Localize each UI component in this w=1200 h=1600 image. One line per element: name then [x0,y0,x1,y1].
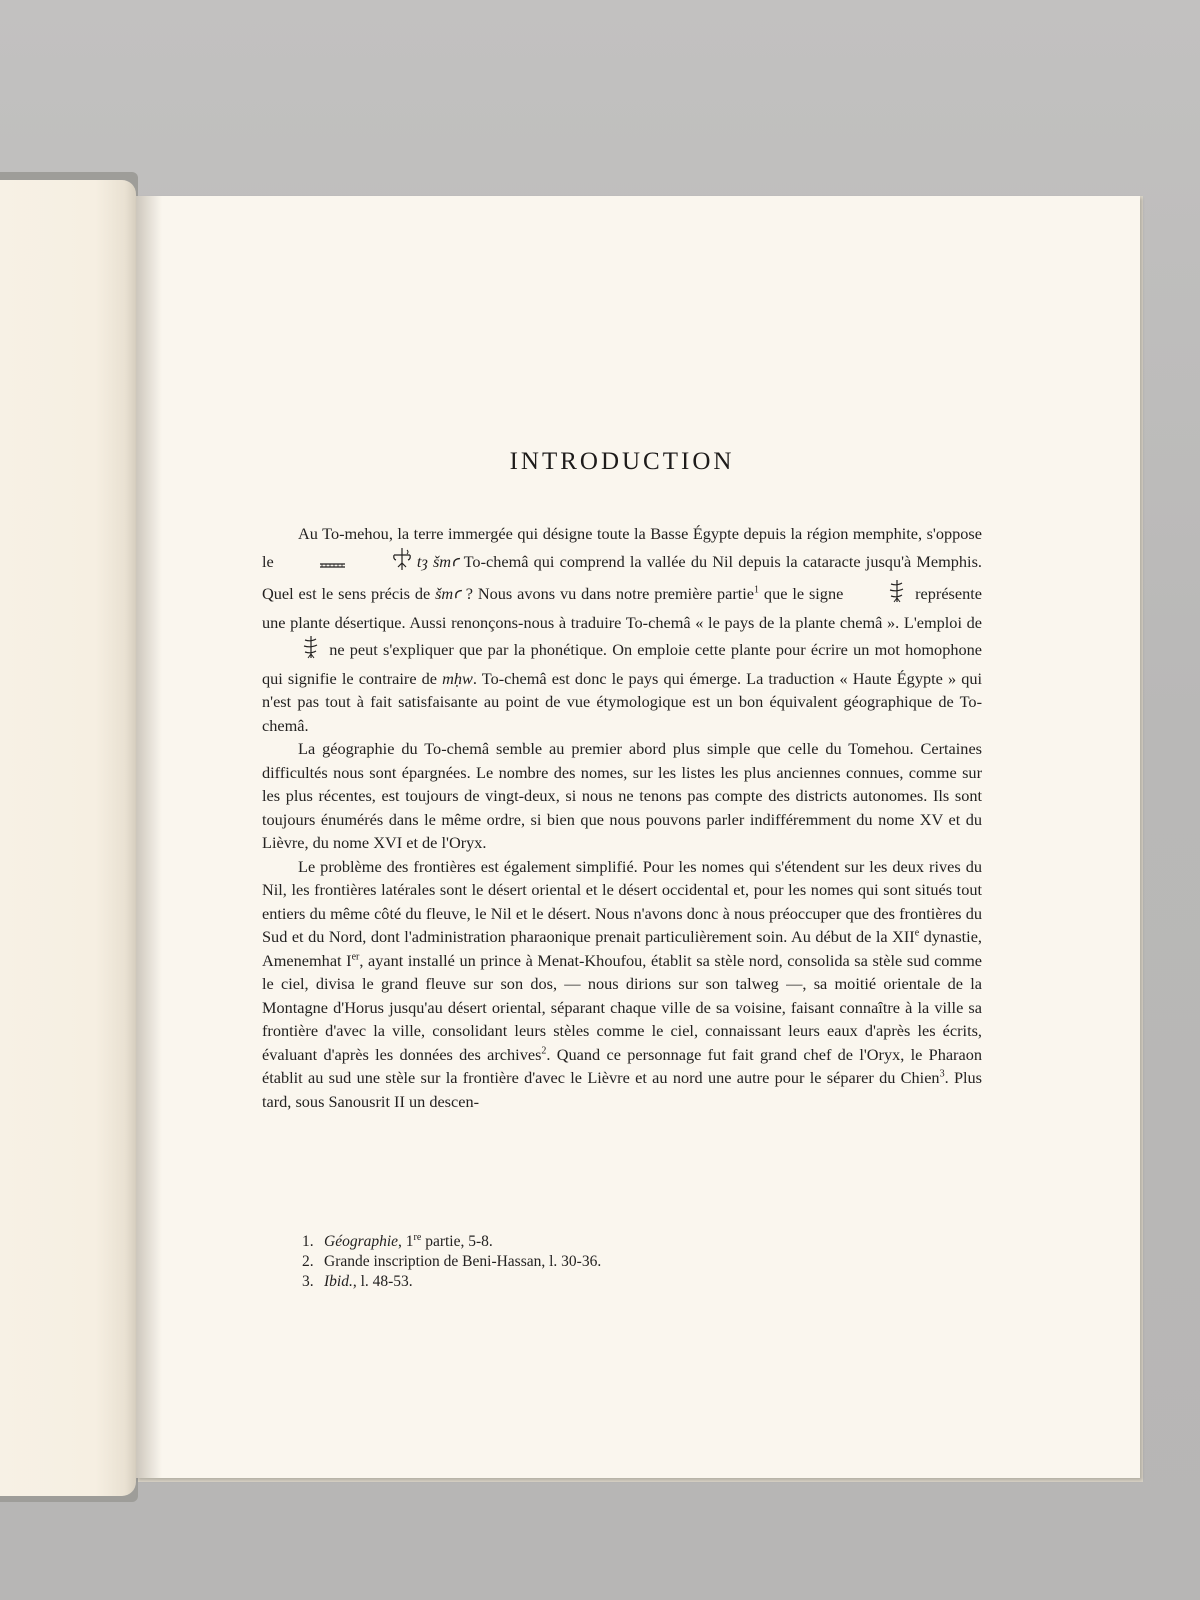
sedge-plant-hieroglyph-icon [354,546,414,579]
footnote-2: 2. Grande inscription de Beni-Hassan, l. 30-36. [302,1253,602,1270]
footnote-ref-1: 1 [754,584,760,596]
paragraph-1: Au To-mehou, la terre immergée qui désigne toute la Basse Égypte depuis la région memphite, s'oppose le tȝ šmꜥ To-chemâ qui comprend la vallée du Nil depuis la cataracte jusqu'à Memphis. Quel est le sens précis de šmꜥ ? Nous avons vu dans notre première partie$^1$ que le signe représente une plante désertique. Aussi renonçons-nous à traduire To-chemâ « le pays de la plante chemâ ». L'emploi de ne peut s'expliquer que par la phonétique. On emploie cette plante pour écrire un mot homophone qui signifie le contraire de mḥw. To-chemâ est donc le pays qui émerge. La traduction « Haute Égypte » qui n'est pas tout à fait satisfaisante au point de vue étymologique est un bon équivalent géographique de To-chemâ. [262,524,983,735]
footnote-1: 1. Géographie, 1re partie, 5-8. [302,1231,493,1250]
transliteration: šmꜥ [435,584,461,603]
body-text [262,522,982,1113]
transliteration: mḥw [442,668,473,688]
footnote-ref-3: 3 [939,1068,945,1080]
sedge-plant-hieroglyph-icon [851,578,907,611]
paragraph-2: La géographie du To-chemâ semble au premier abord plus simple que celle du Tomehou. Certaines difficultés nous sont épargnées. Le nombre des nomes, sur les listes les plus anciennes connues, comme sur les plus récentes, est toujours de vingt-deux, si nous ne tenons pas compte des districts autonomes. Ils sont toujours énumérés dans le même ordre, si bien que nous pouvons parler indifféremment du nome XV et du Lièvre, du nome XVI et de l'Oryx. [262,739,982,852]
land-hieroglyph-icon [282,555,348,579]
footnote-ref-2: 2 [541,1045,547,1057]
paragraph-3: Le problème des frontières est également simplifié. Pour les nomes qui s'étendent sur les deux rives du Nil, les frontières latérales sont le désert oriental et le désert occidental et, pour les nomes qui sont situés tout entiers du même côté du fleuve, le Nil et le désert. Nous n'avons donc à nous préoccuper que des frontières du Sud et du Nord, dont l'administration pharaonique prenait particulièrement soin. Au début de la XIIe dynastie, Amenemhat Ier, ayant installé un prince à Menat-Khoufou, établit sa stèle nord, consolida sa stèle sud comme le ciel, divisa le grand fleuve sur son dos, — nous dirions sur son talweg —, sa moitié orientale de la Montagne d'Horus jusqu'au désert oriental, séparant chaque ville de sa voisine, faisant connaître à la ville sa frontière d'avec la ville, consolidant leurs stèles comme le ciel, connaissant leurs eaux d'après les écrits, évaluant d'après les données des archives$^2$. Quand ce personnage fut fait grand chef de l'Oryx, le Pharaon établit au sud une stèle sur la frontière d'avec le Lièvre et au nord une autre pour le séparer du Chien$^3$. Plus tard, sous Sanousrit II un descen- [262,856,983,1111]
sedge-plant-hieroglyph-icon [265,634,321,667]
footnotes [302,1232,862,1292]
show-through-mark [4,800,44,840]
left-page [0,180,136,1496]
footnote-3: 3. Ibid., l. 48-53. [302,1273,413,1290]
spine-shadow [136,196,162,1478]
transliteration: tȝ šmꜥ [416,551,459,571]
chapter-title: INTRODUCTION [509,448,735,475]
